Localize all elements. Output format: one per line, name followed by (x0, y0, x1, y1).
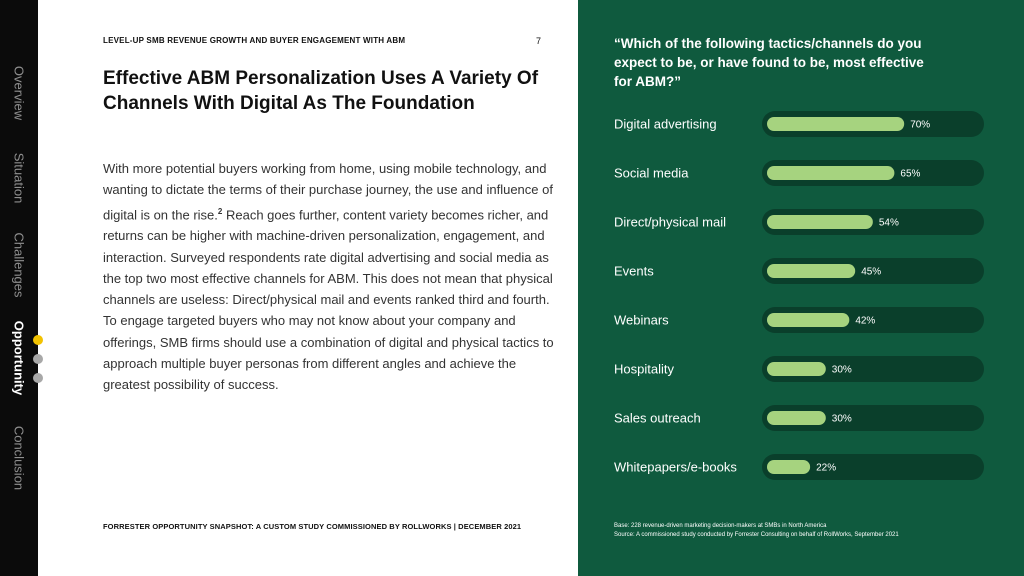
body-text-part1: With more potential buyers working from home, using mobile technology, and wanting to dictate the terms of their purchase journey, the use and influence of digital is on the rise. (103, 161, 553, 222)
category-label: Social media (614, 165, 689, 181)
category-label: Sales outreach (614, 410, 701, 426)
body-paragraph (103, 158, 563, 396)
footnote-ref[interactable]: 2 (217, 206, 223, 216)
footer-credit: FORRESTER OPPORTUNITY SNAPSHOT: A CUSTOM STUDY COMMISSIONED BY ROLLWORKS | DECEMBER 2021 (103, 522, 522, 531)
category-label: Direct/physical mail (614, 214, 726, 230)
value-label: 70% (910, 119, 931, 131)
value-label: 54% (878, 217, 899, 229)
value-label: 65% (900, 168, 921, 180)
value-label: 22% (816, 462, 837, 474)
bar (767, 313, 849, 327)
main-content (38, 0, 578, 576)
bar-chart (578, 0, 1024, 510)
body-text-part2: Reach goes further, content variety becomes richer, and returns can be higher with machine-driven personalization, engagement, and interaction. Surveyed respondents rate digital advertising and social media as the top two most effective channels for ABM. This does not mean that physical channels are useless: Direct/physical mail and events ranked third and fourth. To engage targeted buyers who may not know about your company and offerings, SMB firms should use a combination of digital and physical tactics to approach multiple buyer personas from different angles and achieve the greatest possibility of success. (103, 206, 554, 393)
bar (767, 460, 810, 474)
bar (767, 117, 904, 131)
nav-situation[interactable]: Situation (11, 152, 27, 204)
value-label: 42% (855, 315, 876, 327)
category-label: Hospitality (614, 361, 674, 377)
value-label: 30% (831, 413, 852, 425)
nav-challenges[interactable]: Challenges (11, 232, 27, 298)
value-label: 45% (861, 266, 882, 278)
bar (767, 411, 826, 425)
category-label: Events (614, 263, 654, 279)
value-label: 30% (831, 364, 852, 376)
base-note: Base: 228 revenue-driven marketing decision-makers at SMBs in North America (614, 523, 827, 529)
bar (767, 215, 873, 229)
running-title: LEVEL-UP SMB REVENUE GROWTH AND BUYER ENGAGEMENT WITH ABM (103, 36, 406, 45)
category-label: Whitepapers/e-books (614, 459, 737, 475)
chart-notes (614, 522, 899, 540)
bar (767, 166, 894, 180)
bar (767, 264, 855, 278)
page-number: 7 (536, 36, 542, 46)
chart-title: “Which of the following tactics/channels do you expect to be, or have found to be, most effective for ABM?” (614, 36, 924, 89)
nav-overview[interactable]: Overview (11, 65, 27, 121)
chart-panel (578, 0, 1024, 576)
source-note: Source: A commissioned study conducted by Forrester Consulting on behalf of RollWorks, September 2021 (614, 532, 899, 538)
nav-conclusion[interactable]: Conclusion (11, 425, 27, 491)
nav-opportunity[interactable]: Opportunity (11, 320, 27, 396)
sidebar-nav (0, 0, 38, 576)
page-title: Effective ABM Personalization Uses A Variety Of Channels With Digital As The Foundation (103, 68, 539, 114)
category-label: Webinars (614, 312, 669, 328)
bar (767, 362, 826, 376)
category-label: Digital advertising (614, 116, 717, 132)
